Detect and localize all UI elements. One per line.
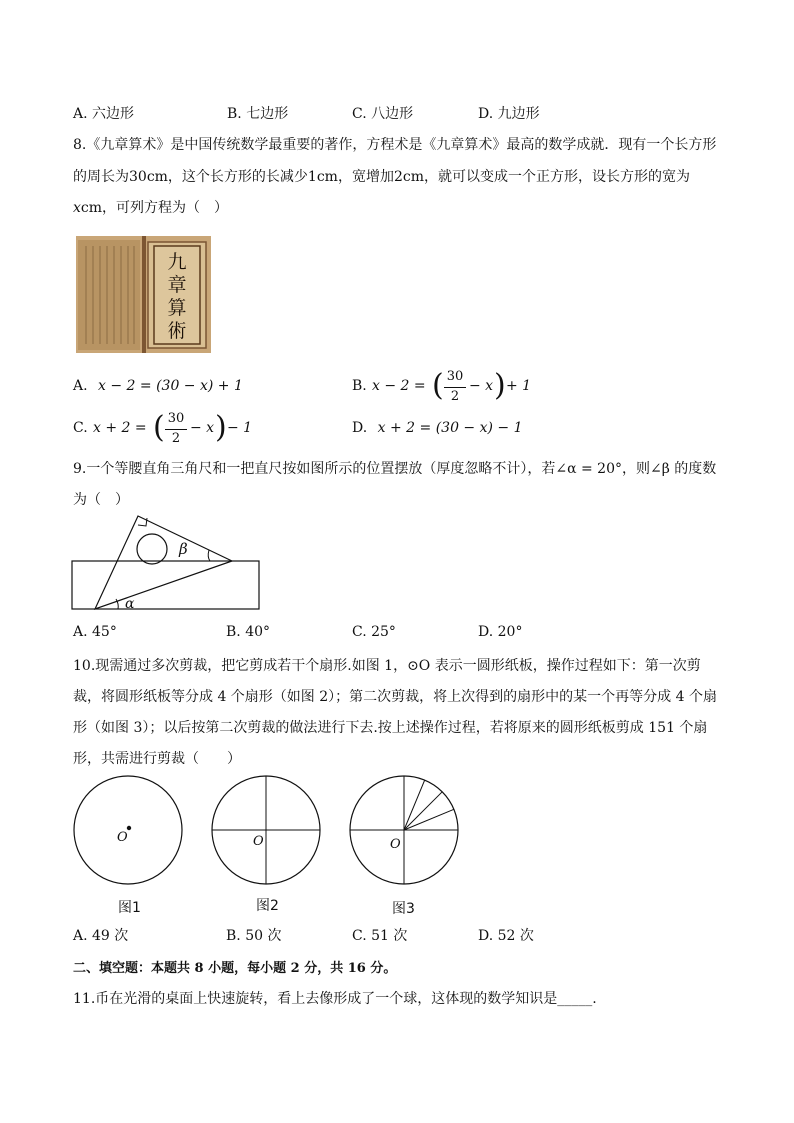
q10-stem-line4: 形，共需进行剪裁（ ） (73, 751, 241, 767)
fig3-radius-2 (404, 792, 442, 830)
ruler-rect (72, 561, 259, 609)
q8-option-b-frac-num: 30 (446, 369, 464, 384)
q7-option-c: C. 八边形 (352, 106, 414, 122)
fig2-label: 图2 (256, 898, 279, 914)
fig1-center-label: O (117, 830, 128, 845)
q8-option-a (73, 378, 243, 394)
alpha-label: α (125, 596, 135, 612)
q8-option-b-open-paren: ( (432, 368, 444, 403)
q8-option-b-label: B. (352, 378, 367, 394)
q8-option-d (352, 420, 523, 436)
q9-option-d: D. 20° (478, 624, 523, 640)
q8-option-c-frac-num: 30 (167, 411, 185, 426)
q10-option-c: C. 51 次 (352, 928, 408, 944)
q8-option-c-open-paren: ( (153, 410, 165, 445)
q9-option-a: A. 45° (73, 624, 117, 640)
q8-option-c-tail: − 1 (227, 420, 253, 436)
q8-option-b-frac-bar (444, 387, 466, 388)
triangle-hole-circle (137, 534, 167, 564)
figure-3 (350, 776, 458, 917)
q10-option-b: B. 50 次 (226, 928, 282, 944)
figure-2 (212, 776, 320, 914)
fig2-center-label: O (253, 834, 264, 849)
q10-option-d: D. 52 次 (478, 928, 534, 944)
q8-stem-line3 (73, 197, 228, 217)
book-char-4: 術 (167, 320, 187, 342)
fig3-label: 图3 (392, 901, 415, 917)
book-char-1: 九 (167, 251, 187, 273)
book-char-3: 算 (167, 297, 187, 319)
beta-arc (208, 550, 210, 561)
q8-option-a-label: A. (73, 378, 88, 394)
q10-stem-line1: 10.现需通过多次剪裁，把它剪成若干个扇形.如图 1，⊙O 表示一圆形纸板，操作过程如下：第一次剪 (73, 658, 701, 674)
q8-option-a-expr: x − 2 = (30 − x) + 1 (98, 378, 243, 394)
q8-option-b-tail: + 1 (506, 378, 532, 394)
q10-circle-figures (70, 772, 470, 920)
q8-option-b-left: x − 2 = (372, 378, 426, 394)
book-char-2: 章 (167, 274, 187, 296)
q10-stem-line3: 形（如图 3）；以后按第二次剪裁的做法进行下去.按上述操作过程，若将原来的圆形纸板剪成 151 个扇 (73, 720, 708, 736)
q8-stem-line1: 8.《九章算术》是中国传统数学最重要的著作，方程术是《九章算术》最高的数学成就．现有一个长方形 (73, 137, 717, 153)
q8-option-c-right: − x (190, 420, 215, 436)
q8-option-c-label: C. (73, 420, 88, 436)
fig1-label: 图1 (118, 900, 141, 916)
figure-1 (74, 776, 182, 916)
q8-stem-line2: 的周长为30cm，这个长方形的长减少1cm，宽增加2cm，就可以变成一个正方形，设长方形的宽为 (73, 169, 690, 185)
fig3-center-label: O (390, 837, 401, 852)
q7-option-b: B. 七边形 (227, 106, 289, 122)
q7-option-d: D. 九边形 (478, 106, 540, 122)
q9-stem-line1: 9.一个等腰直角三角尺和一把直尺按如图所示的位置摆放（厚度忽略不计），若∠α = 20°，则∠β 的度数 (73, 461, 717, 477)
q7-option-a: A. 六边形 (73, 106, 135, 122)
q9-option-b: B. 40° (226, 624, 271, 640)
section2-heading: 二、填空题：本题共 8 小题，每小题 2 分，共 16 分。 (73, 961, 397, 976)
beta-label: β (179, 540, 188, 558)
jiuzhang-book-photo (76, 236, 211, 353)
q8-option-c-left: x + 2 = (93, 420, 147, 436)
q8-option-c-frac-bar (165, 429, 187, 430)
q9-stem-line2: 为（ ） (73, 492, 129, 508)
q9-ruler-triangle-figure (70, 512, 264, 614)
triangle-outline (95, 516, 232, 609)
q8-option-d-expr: x + 2 = (30 − x) − 1 (377, 420, 523, 436)
book-photo-svg (76, 236, 211, 353)
q10-stem-line2: 裁，将圆形纸板等分成 4 个扇形（如图 2）；第二次剪裁，将上次得到的扇形中的某一个再等分成 4 个扇 (73, 689, 717, 705)
q8-option-c-frac-den: 2 (171, 431, 181, 446)
q11-stem: 11.币在光滑的桌面上快速旋转，看上去像形成了一个球，这体现的数学知识是_____. (73, 991, 597, 1007)
q8-option-c-close-paren: ) (215, 410, 227, 445)
q8-option-b-frac-den: 2 (450, 389, 460, 404)
q8-option-d-label: D. (352, 420, 368, 436)
q8-stem-line3-rest: cm，可列方程为（ ） (80, 200, 229, 216)
q8-option-b-close-paren: ) (494, 368, 506, 403)
q9-option-c: C. 25° (352, 624, 396, 640)
q8-option-b-right: − x (469, 378, 494, 394)
q10-option-a: A. 49 次 (73, 928, 129, 944)
q8-variable-x: x (73, 200, 81, 216)
fig1-circle (74, 776, 182, 884)
